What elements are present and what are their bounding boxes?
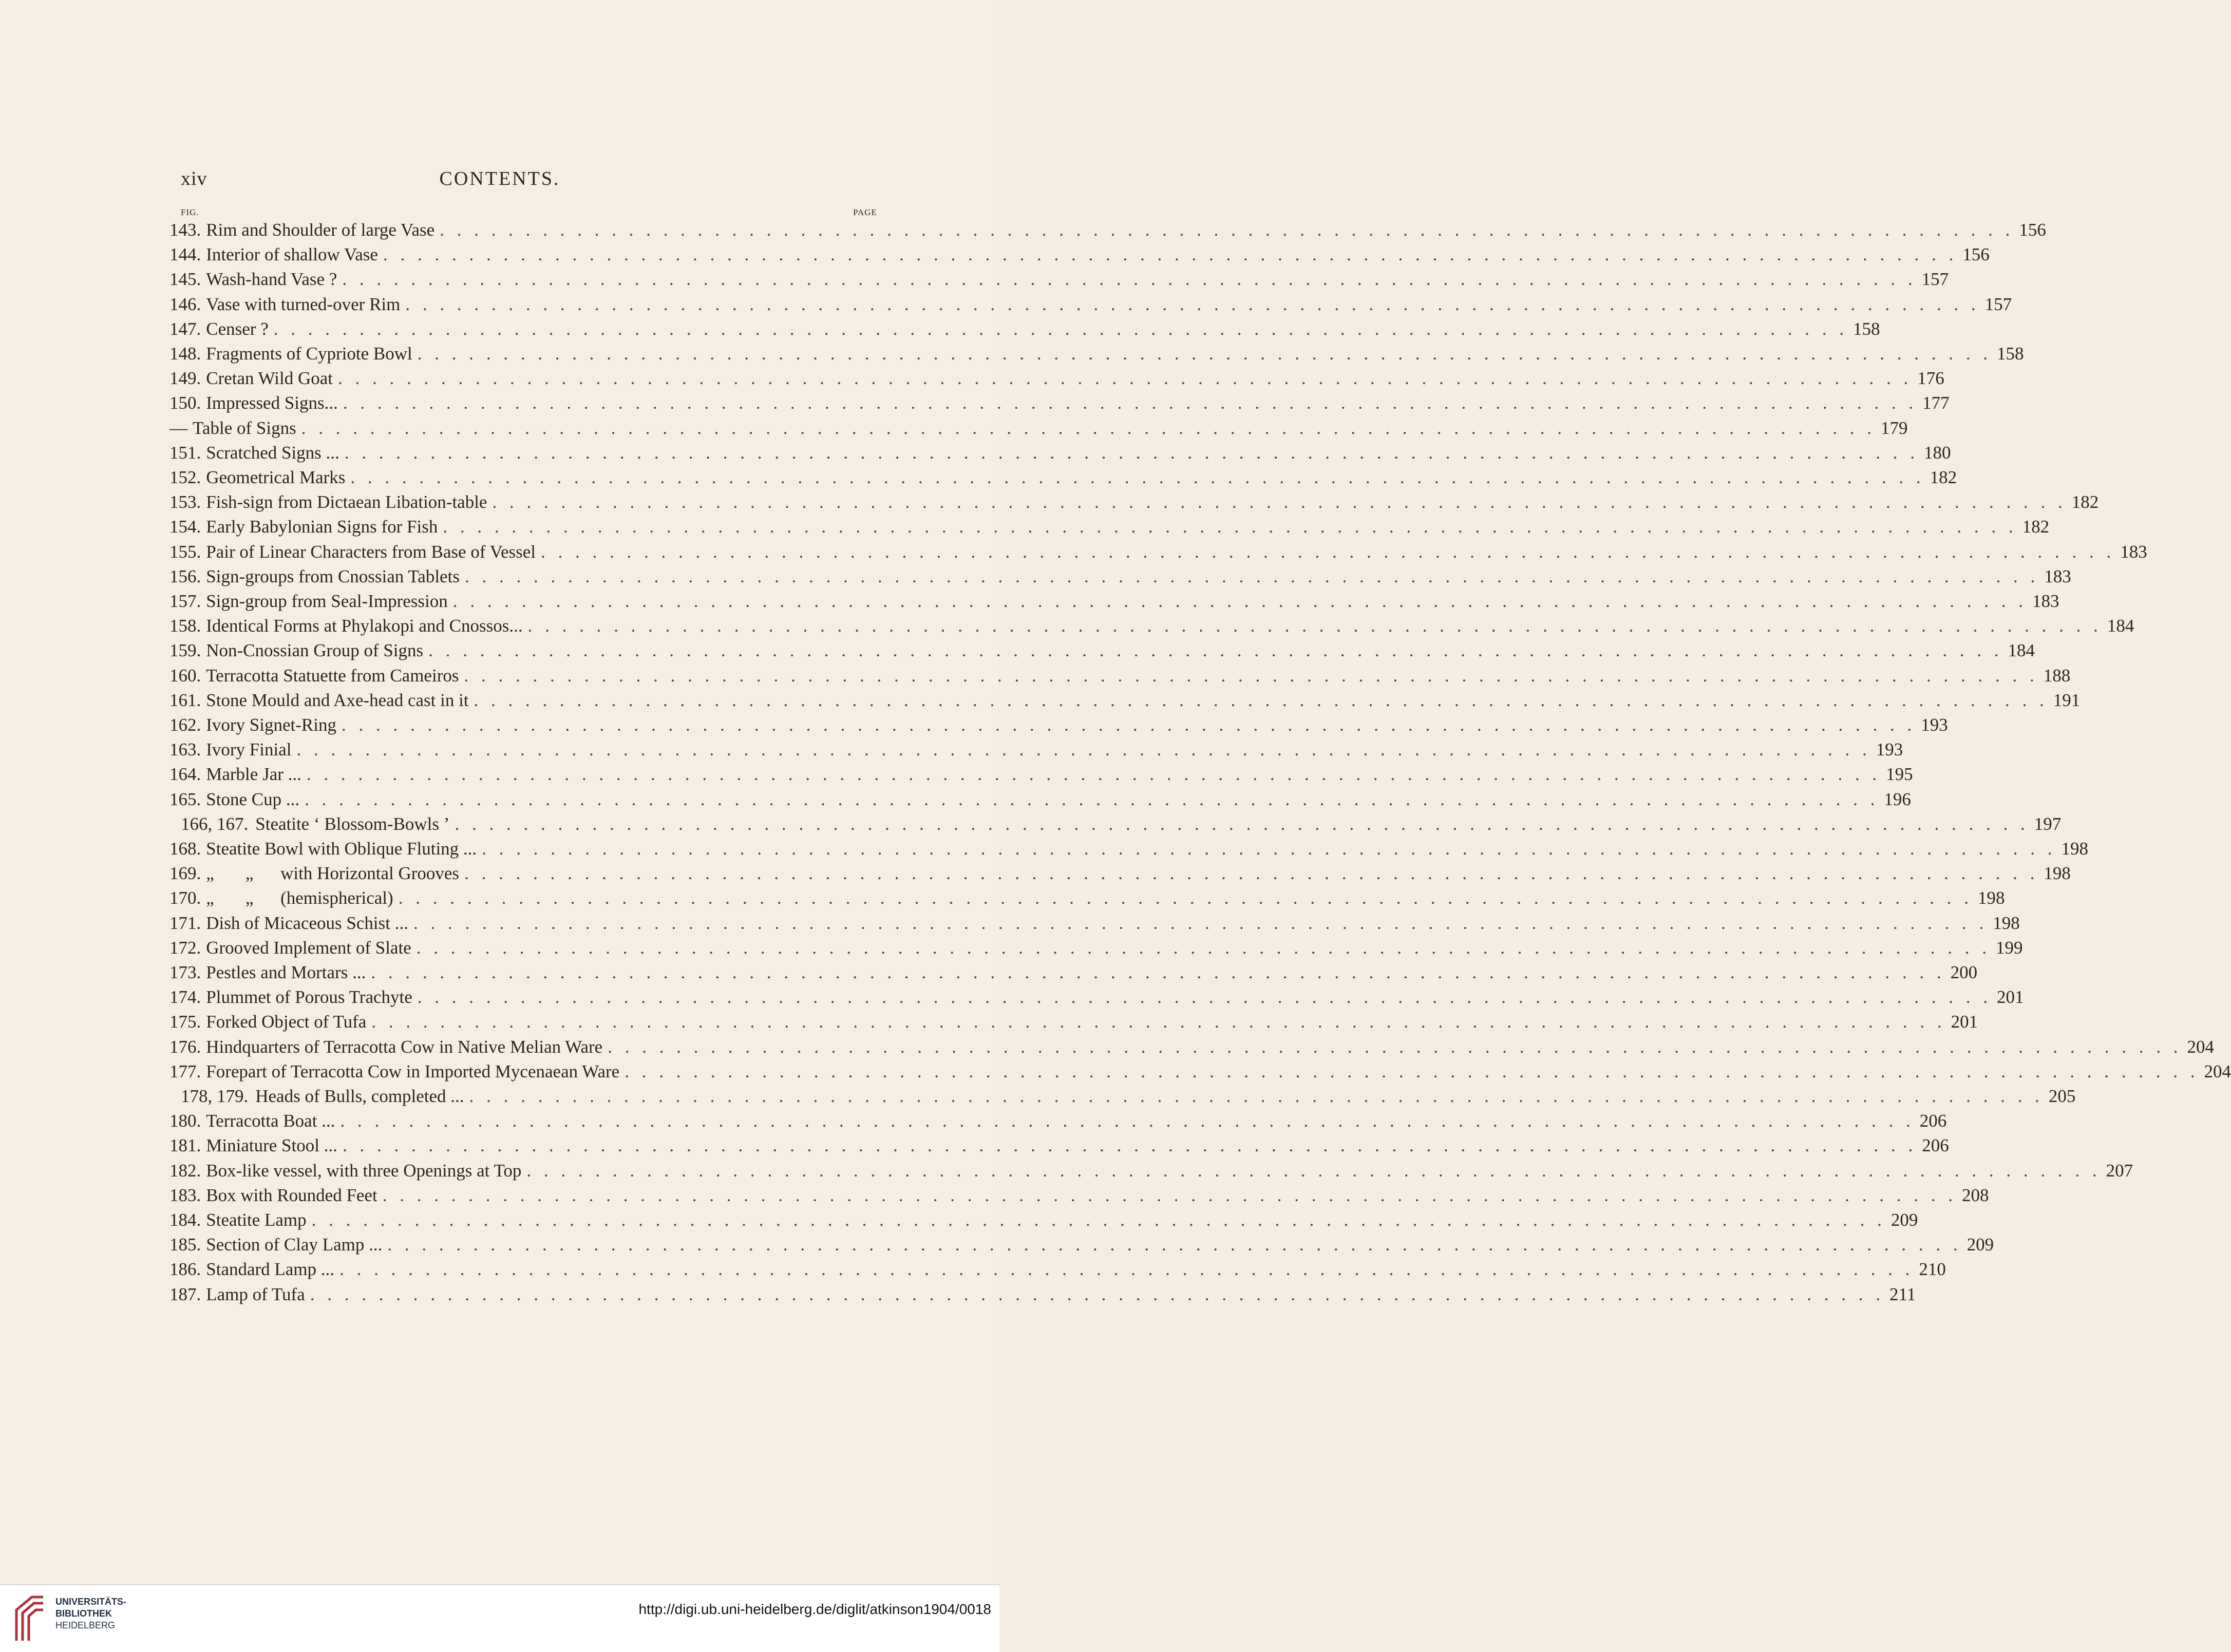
- entry-dot-leader: . . . . . . . . . . . . . . . . . . . . . . . . . . . . . . . . . . . . . . . . . . . . . . . . . . . . . . . . . . . . . . . . . . . . . . . . . . . . . . . . . . . . . . . . . . . .: [625, 1061, 2199, 1081]
- entry-title: Rim and Shoulder of large Vase: [206, 220, 435, 240]
- entry-page-number: 204: [2187, 1036, 2214, 1057]
- entry-page-number: 183: [2120, 541, 2147, 562]
- entry-dot-leader: . . . . . . . . . . . . . . . . . . . . . . . . . . . . . . . . . . . . . . . . . . . . . . . . . . . . . . . . . . . . . . . . . . . . . . . . . . . . . . . . . . . . . . . . . . . .: [428, 640, 2003, 661]
- contents-entry: [169, 764, 1913, 789]
- contents-entry: [169, 962, 1978, 987]
- entry-page-number: 210: [1919, 1259, 1946, 1280]
- entry-title: Steatite Lamp: [206, 1210, 307, 1230]
- entry-dot-leader: . . . . . . . . . . . . . . . . . . . . . . . . . . . . . . . . . . . . . . . . . . . . . . . . . . . . . . . . . . . . . . . . . . . . . . . . . . . . . . . . . . . . . . . . . . . .: [464, 665, 2038, 686]
- entry-title: Heads of Bulls, completed ...: [255, 1086, 464, 1106]
- column-header-page: PAGE: [853, 207, 877, 217]
- contents-entry: [169, 1086, 2076, 1111]
- entry-dot-leader: . . . . . . . . . . . . . . . . . . . . . . . . . . . . . . . . . . . . . . . . . . . . . . . . . . . . . . . . . . . . . . . . . . . . . . . . . . . . . . . . . . . . . . . . . . . .: [492, 492, 2067, 512]
- contents-entry: [169, 368, 1944, 393]
- entry-title: Box-like vessel, with three Openings at Top: [206, 1160, 522, 1181]
- entry-page-number: 184: [2008, 640, 2035, 661]
- entry-title: Early Babylonian Signs for Fish: [206, 517, 438, 537]
- entry-dot-leader: . . . . . . . . . . . . . . . . . . . . . . . . . . . . . . . . . . . . . . . . . . . . . . . . . . . . . . . . . . . . . . . . . . . . . . . . . . . . . . . . . . . . . . . . . . . .: [342, 269, 1917, 290]
- entry-dot-leader: . . . . . . . . . . . . . . . . . . . . . . . . . . . . . . . . . . . . . . . . . . . . . . . . . . . . . . . . . . . . . . . . . . . . . . . . . . . . . . . . . . . . . . . . . . . .: [541, 541, 2115, 562]
- contents-entry: [169, 244, 1990, 269]
- entry-dot-leader: . . . . . . . . . . . . . . . . . . . . . . . . . . . . . . . . . . . . . . . . . . . . . . . . . . . . . . . . . . . . . . . . . . . . . . . . . . . . . . . . . . . . . . . . . . . .: [452, 591, 2027, 611]
- entry-dot-leader: . . . . . . . . . . . . . . . . . . . . . . . . . . . . . . . . . . . . . . . . . . . . . . . . . . . . . . . . . . . . . . . . . . . . . . . . . . . . . . . . . . . . . . . . . . . .: [343, 393, 1918, 413]
- contents-entry: [169, 269, 1949, 294]
- entry-title: Box with Rounded Feet: [206, 1185, 377, 1205]
- entry-fig-number: 187.: [169, 1284, 201, 1304]
- entry-dot-leader: . . . . . . . . . . . . . . . . . . . . . . . . . . . . . . . . . . . . . . . . . . . . . . . . . . . . . . . . . . . . . . . . . . . . . . . . . . . . . . . . . . . . . . . . . . . .: [371, 962, 1945, 982]
- entry-fig-number: 171.: [169, 913, 201, 933]
- entry-page-number: 206: [1922, 1135, 1949, 1156]
- contents-entry: [169, 715, 1948, 739]
- entry-page-number: 206: [1919, 1111, 1947, 1131]
- entry-fig-number: 151.: [169, 442, 201, 463]
- contents-entry: [169, 220, 2046, 244]
- contents-entry: [169, 640, 2035, 665]
- entry-fig-number: 153.: [169, 492, 201, 512]
- entry-fig-number: 166, 167.: [181, 813, 249, 834]
- footer-bar: [0, 1584, 999, 1652]
- entry-title: Wash-hand Vase ?: [206, 269, 337, 290]
- entry-page-number: 211: [1889, 1284, 1916, 1304]
- entry-page-number: 184: [2107, 616, 2134, 636]
- entry-page-number: 182: [2022, 517, 2050, 537]
- entry-page-number: 182: [1930, 467, 1957, 487]
- entry-dot-leader: . . . . . . . . . . . . . . . . . . . . . . . . . . . . . . . . . . . . . . . . . . . . . . . . . . . . . . . . . . . . . . . . . . . . . . . . . . . . . . . . . . . . . . . . . . . .: [440, 220, 2014, 240]
- entry-dot-leader: . . . . . . . . . . . . . . . . . . . . . . . . . . . . . . . . . . . . . . . . . . . . . . . . . . . . . . . . . . . . . . . . . . . . . . . . . . . . . . . . . . . . . . . . . . . .: [339, 1259, 1914, 1280]
- entry-fig-number: 165.: [169, 789, 201, 809]
- entry-page-number: 188: [2043, 665, 2071, 686]
- contents-entry: [169, 344, 2024, 368]
- entry-title: Impressed Signs...: [206, 393, 338, 413]
- entry-dot-leader: . . . . . . . . . . . . . . . . . . . . . . . . . . . . . . . . . . . . . . . . . . . . . . . . . . . . . . . . . . . . . . . . . . . . . . . . . . . . . . . . . . . . . . . . . . . .: [296, 739, 1871, 760]
- entry-dot-leader: . . . . . . . . . . . . . . . . . . . . . . . . . . . . . . . . . . . . . . . . . . . . . . . . . . . . . . . . . . . . . . . . . . . . . . . . . . . . . . . . . . . . . . . . . . . .: [455, 813, 2029, 834]
- entry-page-number: 183: [2032, 591, 2059, 611]
- entry-dot-leader: . . . . . . . . . . . . . . . . . . . . . . . . . . . . . . . . . . . . . . . . . . . . . . . . . . . . . . . . . . . . . . . . . . . . . . . . . . . . . . . . . . . . . . . . . . . .: [342, 1135, 1917, 1156]
- entry-dot-leader: . . . . . . . . . . . . . . . . . . . . . . . . . . . . . . . . . . . . . . . . . . . . . . . . . . . . . . . . . . . . . . . . . . . . . . . . . . . . . . . . . . . . . . . . . . . .: [464, 566, 2039, 586]
- contents-entry: [169, 1235, 1994, 1259]
- entry-title: Terracotta Statuette from Cameiros: [206, 665, 459, 686]
- source-url[interactable]: http://digi.ub.uni-heidelberg.de/diglit/atkinson1904/0018: [638, 1601, 991, 1617]
- entry-fig-number: 180.: [169, 1111, 201, 1131]
- entry-dot-leader: . . . . . . . . . . . . . . . . . . . . . . . . . . . . . . . . . . . . . . . . . . . . . . . . . . . . . . . . . . . . . . . . . . . . . . . . . . . . . . . . . . . . . . . . . . . .: [405, 294, 1980, 314]
- entry-title: Stone Mould and Axe-head cast in it: [206, 690, 469, 710]
- contents-entry: [169, 467, 1957, 492]
- page-number-roman: xiv: [181, 168, 207, 189]
- contents-entry: [169, 517, 2050, 541]
- entry-dot-leader: . . . . . . . . . . . . . . . . . . . . . . . . . . . . . . . . . . . . . . . . . . . . . . . . . . . . . . . . . . . . . . . . . . . . . . . . . . . . . . . . . . . . . . . . . . . .: [413, 913, 1988, 933]
- entry-page-number: 209: [1890, 1210, 1918, 1230]
- entry-page-number: 201: [1997, 987, 2024, 1008]
- entry-fig-number: 150.: [169, 393, 201, 413]
- entry-dot-leader: . . . . . . . . . . . . . . . . . . . . . . . . . . . . . . . . . . . . . . . . . . . . . . . . . . . . . . . . . . . . . . . . . . . . . . . . . . . . . . . . . . . . . . . . . . . .: [311, 1210, 1886, 1230]
- entry-page-number: 156: [2019, 220, 2046, 240]
- entry-fig-number: 184.: [169, 1210, 201, 1230]
- entry-page-number: 204: [2204, 1061, 2231, 1081]
- entry-fig-number: 186.: [169, 1259, 201, 1280]
- entry-page-number: 158: [1997, 344, 2024, 364]
- entry-fig-number: 169.: [169, 863, 201, 884]
- entry-page-number: 157: [1921, 269, 1949, 290]
- entry-fig-number: 183.: [169, 1185, 201, 1205]
- contents-entry: [169, 393, 1950, 417]
- contents-entry: [169, 863, 2071, 888]
- entry-dot-leader: . . . . . . . . . . . . . . . . . . . . . . . . . . . . . . . . . . . . . . . . . . . . . . . . . . . . . . . . . . . . . . . . . . . . . . . . . . . . . . . . . . . . . . . . . . . .: [474, 690, 2048, 710]
- contents-entry: [169, 739, 1903, 764]
- entry-fig-number: 172.: [169, 937, 201, 958]
- contents-entry: [169, 789, 1911, 814]
- entry-fig-number: 177.: [169, 1061, 201, 1081]
- entry-fig-number: 155.: [169, 541, 201, 562]
- contents-entry: [169, 566, 2071, 591]
- contents-entry: [169, 913, 2020, 938]
- entry-fig-number: 158.: [169, 616, 201, 636]
- entry-title: Steatite ‘ Blossom-Bowls ’: [255, 813, 450, 834]
- contents-entry: [169, 1284, 1916, 1309]
- entry-title: Identical Forms at Phylakopi and Cnossos...: [206, 616, 523, 636]
- entry-fig-number: 168.: [169, 839, 201, 859]
- entry-dot-leader: . . . . . . . . . . . . . . . . . . . . . . . . . . . . . . . . . . . . . . . . . . . . . . . . . . . . . . . . . . . . . . . . . . . . . . . . . . . . . . . . . . . . . . . . . . . .: [383, 244, 1958, 265]
- entry-title: Terracotta Boat ...: [206, 1111, 335, 1131]
- entry-dot-leader: . . . . . . . . . . . . . . . . . . . . . . . . . . . . . . . . . . . . . . . . . . . . . . . . . . . . . . . . . . . . . . . . . . . . . . . . . . . . . . . . . . . . . . . . . . . .: [416, 937, 1991, 958]
- entry-title: Pair of Linear Characters from Base of Vessel: [206, 541, 536, 562]
- entry-page-number: 156: [1962, 244, 1990, 265]
- contents-entry: [169, 616, 2134, 640]
- entry-fig-number: 173.: [169, 962, 201, 982]
- entry-dot-leader: . . . . . . . . . . . . . . . . . . . . . . . . . . . . . . . . . . . . . . . . . . . . . . . . . . . . . . . . . . . . . . . . . . . . . . . . . . . . . . . . . . . . . . . . . . . .: [464, 863, 2039, 884]
- contents-entry: [169, 813, 2062, 839]
- entry-title: Ivory Signet-Ring: [206, 715, 336, 735]
- entry-fig-number: 178, 179.: [181, 1086, 249, 1106]
- entry-title: Section of Clay Lamp ...: [206, 1235, 383, 1255]
- entry-page-number: 208: [1961, 1185, 1989, 1205]
- library-logo-icon: [11, 1589, 47, 1646]
- entry-fig-number: 181.: [169, 1135, 201, 1156]
- entry-title: „ „ with Horizontal Grooves: [206, 863, 460, 884]
- entry-title: Censer ?: [206, 318, 269, 339]
- entry-fig-number: 144.: [169, 244, 201, 265]
- entry-page-number: 193: [1921, 715, 1948, 735]
- entry-page-number: 196: [1884, 789, 1911, 809]
- entry-dot-leader: . . . . . . . . . . . . . . . . . . . . . . . . . . . . . . . . . . . . . . . . . . . . . . . . . . . . . . . . . . . . . . . . . . . . . . . . . . . . . . . . . . . . . . . . . . . .: [340, 1111, 1915, 1131]
- contents-entry: [169, 839, 2088, 863]
- entry-dot-leader: . . . . . . . . . . . . . . . . . . . . . . . . . . . . . . . . . . . . . . . . . . . . . . . . . . . . . . . . . . . . . . . . . . . . . . . . . . . . . . . . . . . . . . . . . . . .: [527, 616, 2102, 636]
- entry-title: Forked Object of Tufa: [206, 1012, 367, 1032]
- entry-page-number: 198: [1993, 913, 2020, 933]
- entry-fig-number: 163.: [169, 739, 201, 760]
- contents-entry: [169, 1135, 1949, 1160]
- entry-dot-leader: . . . . . . . . . . . . . . . . . . . . . . . . . . . . . . . . . . . . . . . . . . . . . . . . . . . . . . . . . . . . . . . . . . . . . . . . . . . . . . . . . . . . . . . . . . . .: [417, 344, 1992, 364]
- entry-page-number: 199: [1995, 937, 2023, 958]
- entry-title: Table of Signs: [193, 417, 296, 438]
- entry-title: Cretan Wild Goat: [206, 368, 333, 389]
- entry-title: Scratched Signs ...: [206, 442, 339, 463]
- entry-fig-number: 162.: [169, 715, 201, 735]
- contents-entry: [169, 1111, 1947, 1135]
- entry-title: Stone Cup ...: [206, 789, 300, 809]
- contents-entry: [169, 417, 1908, 443]
- entry-title: Non-Cnossian Group of Signs: [206, 640, 424, 661]
- entry-title: Grooved Implement of Slate: [206, 937, 411, 958]
- entry-dot-leader: . . . . . . . . . . . . . . . . . . . . . . . . . . . . . . . . . . . . . . . . . . . . . . . . . . . . . . . . . . . . . . . . . . . . . . . . . . . . . . . . . . . . . . . . . . . .: [382, 1185, 1957, 1205]
- entry-page-number: 177: [1922, 393, 1950, 413]
- contents-entry: [169, 318, 1880, 344]
- entry-fig-number: 154.: [169, 517, 201, 537]
- contents-entry: [169, 888, 2005, 913]
- entry-page-number: 179: [1880, 417, 1908, 438]
- page-title: CONTENTS.: [439, 168, 560, 189]
- entry-fig-number: 185.: [169, 1235, 201, 1255]
- entry-fig-number: 156.: [169, 566, 201, 586]
- entry-title: Steatite Bowl with Oblique Fluting ...: [206, 839, 477, 859]
- entry-page-number: 176: [1917, 368, 1944, 389]
- entry-page-number: 158: [1852, 318, 1880, 339]
- contents-entry: [169, 1160, 2133, 1185]
- entry-title: Lamp of Tufa: [206, 1284, 305, 1304]
- entry-title: Fish-sign from Dictaean Libation-table: [206, 492, 487, 512]
- entry-page-number: 195: [1886, 764, 1913, 785]
- entry-dot-leader: . . . . . . . . . . . . . . . . . . . . . . . . . . . . . . . . . . . . . . . . . . . . . . . . . . . . . . . . . . . . . . . . . . . . . . . . . . . . . . . . . . . . . . . . . . . .: [338, 368, 1913, 389]
- entry-dot-leader: . . . . . . . . . . . . . . . . . . . . . . . . . . . . . . . . . . . . . . . . . . . . . . . . . . . . . . . . . . . . . . . . . . . . . . . . . . . . . . . . . . . . . . . . . . . .: [443, 517, 2017, 537]
- contents-entry: [169, 492, 2099, 517]
- entry-page-number: 198: [2044, 863, 2071, 884]
- entry-page-number: 193: [1876, 739, 1903, 760]
- entry-dot-leader: . . . . . . . . . . . . . . . . . . . . . . . . . . . . . . . . . . . . . . . . . . . . . . . . . . . . . . . . . . . . . . . . . . . . . . . . . . . . . . . . . . . . . . . . . . . .: [301, 417, 1876, 438]
- entry-fig-number: 160.: [169, 665, 201, 686]
- entry-fig-number: 157.: [169, 591, 201, 611]
- contents-entry: [169, 987, 2024, 1012]
- entry-fig-number: 149.: [169, 368, 201, 389]
- entry-page-number: 197: [2034, 813, 2062, 834]
- entry-fig-number: 146.: [169, 294, 201, 314]
- entry-dot-leader: . . . . . . . . . . . . . . . . . . . . . . . . . . . . . . . . . . . . . . . . . . . . . . . . . . . . . . . . . . . . . . . . . . . . . . . . . . . . . . . . . . . . . . . . . . . .: [526, 1160, 2101, 1181]
- entry-title: Vase with turned-over Rim: [206, 294, 401, 314]
- library-name: [55, 1596, 126, 1631]
- entry-page-number: 198: [1977, 888, 2005, 908]
- entry-fig-number: 143.: [169, 220, 201, 240]
- contents-entry: [169, 665, 2071, 690]
- entry-title: Geometrical Marks: [206, 467, 346, 487]
- contents-entry: [169, 294, 2012, 319]
- entry-title: „ „ (hemispherical): [206, 888, 393, 908]
- contents-entry: [169, 1210, 1918, 1235]
- contents-entry: [169, 541, 2147, 566]
- contents-entry: [169, 1036, 2214, 1061]
- entry-title: Sign-group from Seal-Impression: [206, 591, 448, 611]
- entry-dot-leader: . . . . . . . . . . . . . . . . . . . . . . . . . . . . . . . . . . . . . . . . . . . . . . . . . . . . . . . . . . . . . . . . . . . . . . . . . . . . . . . . . . . . . . . . . . . .: [310, 1284, 1884, 1304]
- entry-dot-leader: . . . . . . . . . . . . . . . . . . . . . . . . . . . . . . . . . . . . . . . . . . . . . . . . . . . . . . . . . . . . . . . . . . . . . . . . . . . . . . . . . . . . . . . . . . . .: [398, 888, 1973, 908]
- entry-page-number: 209: [1967, 1235, 1994, 1255]
- entry-fig-number: 176.: [169, 1036, 201, 1057]
- entry-fig-number: 182.: [169, 1160, 201, 1181]
- entry-dot-leader: . . . . . . . . . . . . . . . . . . . . . . . . . . . . . . . . . . . . . . . . . . . . . . . . . . . . . . . . . . . . . . . . . . . . . . . . . . . . . . . . . . . . . . . . . . . .: [306, 764, 1881, 785]
- contents-entry: [169, 591, 2059, 616]
- entry-title: Hindquarters of Terracotta Cow in Native Melian Ware: [206, 1036, 603, 1057]
- entry-fig-number: 148.: [169, 344, 201, 364]
- contents-entry: [169, 442, 1951, 467]
- entry-page-number: 182: [2071, 492, 2099, 512]
- library-name-line3: HEIDELBERG: [55, 1620, 116, 1630]
- contents-entry: [169, 690, 2081, 715]
- entry-title: Forepart of Terracotta Cow in Imported Mycenaean Ware: [206, 1061, 620, 1081]
- entry-page-number: 191: [2053, 690, 2081, 710]
- entry-fig-number: 174.: [169, 987, 201, 1008]
- entry-dot-leader: . . . . . . . . . . . . . . . . . . . . . . . . . . . . . . . . . . . . . . . . . . . . . . . . . . . . . . . . . . . . . . . . . . . . . . . . . . . . . . . . . . . . . . . . . . . .: [371, 1012, 1946, 1032]
- entry-dot-leader: . . . . . . . . . . . . . . . . . . . . . . . . . . . . . . . . . . . . . . . . . . . . . . . . . . . . . . . . . . . . . . . . . . . . . . . . . . . . . . . . . . . . . . . . . . . .: [482, 839, 2056, 859]
- entry-page-number: 205: [2048, 1086, 2076, 1106]
- entry-page-number: 200: [1950, 962, 1978, 982]
- entry-dot-leader: . . . . . . . . . . . . . . . . . . . . . . . . . . . . . . . . . . . . . . . . . . . . . . . . . . . . . . . . . . . . . . . . . . . . . . . . . . . . . . . . . . . . . . . . . . . .: [469, 1086, 2044, 1106]
- entry-title: Marble Jar ...: [206, 764, 301, 785]
- entry-fig-number: 175.: [169, 1012, 201, 1032]
- entry-dot-leader: . . . . . . . . . . . . . . . . . . . . . . . . . . . . . . . . . . . . . . . . . . . . . . . . . . . . . . . . . . . . . . . . . . . . . . . . . . . . . . . . . . . . . . . . . . . .: [387, 1235, 1962, 1255]
- entry-dot-leader: . . . . . . . . . . . . . . . . . . . . . . . . . . . . . . . . . . . . . . . . . . . . . . . . . . . . . . . . . . . . . . . . . . . . . . . . . . . . . . . . . . . . . . . . . . . .: [608, 1036, 2182, 1057]
- library-name-line1: UNIVERSITÄTS-: [55, 1597, 127, 1607]
- entry-page-number: 198: [2061, 839, 2088, 859]
- entry-title: Fragments of Cypriote Bowl: [206, 344, 412, 364]
- entry-page-number: 157: [1984, 294, 2012, 314]
- contents-entry: [169, 1012, 1978, 1036]
- entry-page-number: 183: [2044, 566, 2071, 586]
- entry-title: Pestles and Mortars ...: [206, 962, 366, 982]
- entry-dot-leader: . . . . . . . . . . . . . . . . . . . . . . . . . . . . . . . . . . . . . . . . . . . . . . . . . . . . . . . . . . . . . . . . . . . . . . . . . . . . . . . . . . . . . . . . . . . .: [417, 987, 1992, 1008]
- entry-dot-leader: . . . . . . . . . . . . . . . . . . . . . . . . . . . . . . . . . . . . . . . . . . . . . . . . . . . . . . . . . . . . . . . . . . . . . . . . . . . . . . . . . . . . . . . . . . . .: [350, 467, 1925, 487]
- contents-entry: [169, 1061, 2231, 1086]
- entry-page-number: 180: [1924, 442, 1951, 463]
- contents-entry: [169, 1185, 1989, 1210]
- entry-title: Plummet of Porous Trachyte: [206, 987, 412, 1008]
- entry-fig-number: 164.: [169, 764, 201, 785]
- entry-dot-leader: . . . . . . . . . . . . . . . . . . . . . . . . . . . . . . . . . . . . . . . . . . . . . . . . . . . . . . . . . . . . . . . . . . . . . . . . . . . . . . . . . . . . . . . . . . . .: [305, 789, 1879, 809]
- entry-fig-number: —: [169, 417, 187, 438]
- entry-dot-leader: . . . . . . . . . . . . . . . . . . . . . . . . . . . . . . . . . . . . . . . . . . . . . . . . . . . . . . . . . . . . . . . . . . . . . . . . . . . . . . . . . . . . . . . . . . . .: [273, 318, 1848, 339]
- contents-entry: [169, 937, 2023, 962]
- contents-entry: [169, 1259, 1946, 1284]
- entry-title: Sign-groups from Cnossian Tablets: [206, 566, 460, 586]
- entry-fig-number: 145.: [169, 269, 201, 290]
- entry-title: Standard Lamp ...: [206, 1259, 335, 1280]
- entry-fig-number: 170.: [169, 888, 201, 908]
- entry-fig-number: 161.: [169, 690, 201, 710]
- column-header-fig: FIG.: [181, 207, 199, 217]
- entry-dot-leader: . . . . . . . . . . . . . . . . . . . . . . . . . . . . . . . . . . . . . . . . . . . . . . . . . . . . . . . . . . . . . . . . . . . . . . . . . . . . . . . . . . . . . . . . . . . .: [341, 715, 1916, 735]
- entry-title: Ivory Finial: [206, 739, 292, 760]
- entry-fig-number: 159.: [169, 640, 201, 661]
- entry-title: Miniature Stool ...: [206, 1135, 337, 1156]
- entry-page-number: 207: [2106, 1160, 2133, 1181]
- entry-fig-number: 147.: [169, 318, 201, 339]
- entry-dot-leader: . . . . . . . . . . . . . . . . . . . . . . . . . . . . . . . . . . . . . . . . . . . . . . . . . . . . . . . . . . . . . . . . . . . . . . . . . . . . . . . . . . . . . . . . . . . .: [344, 442, 1919, 463]
- entry-fig-number: 152.: [169, 467, 201, 487]
- entry-page-number: 201: [1951, 1012, 1978, 1032]
- entry-title: Interior of shallow Vase: [206, 244, 378, 265]
- library-name-line2: BIBLIOTHEK: [55, 1608, 112, 1619]
- entry-title: Dish of Micaceous Schist ...: [206, 913, 408, 933]
